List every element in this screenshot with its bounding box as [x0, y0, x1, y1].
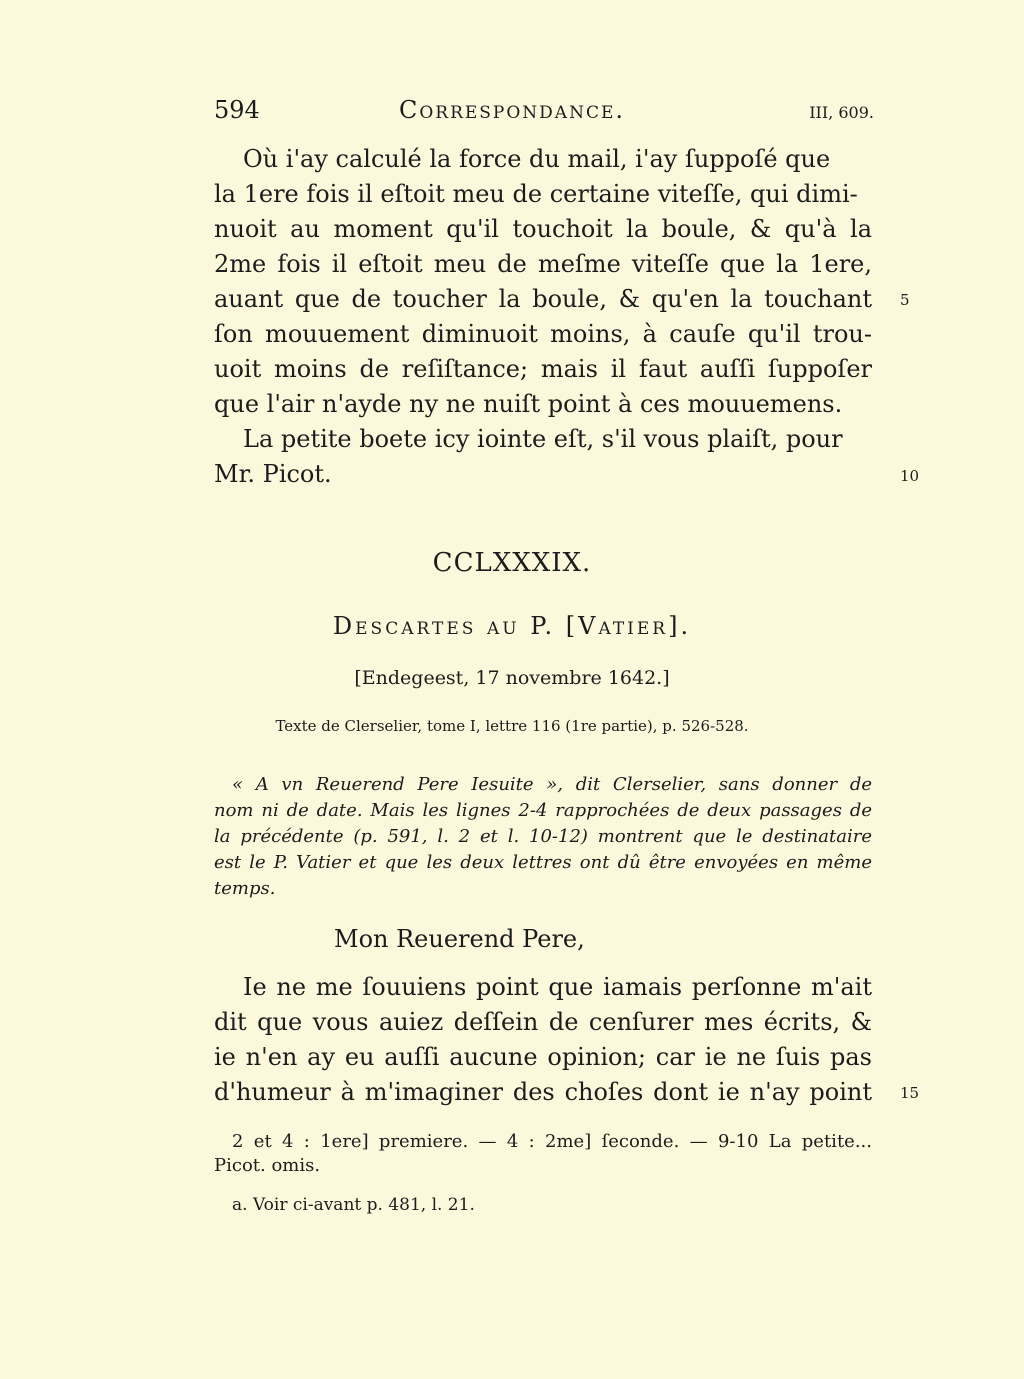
running-title: Correspondance. [398, 96, 626, 124]
editor-note-line-2: nom ni de date. Mais les lignes 2-4 rapprochées de deux passages de [214, 800, 872, 821]
body-line-3: ie n'en ay eu auſſi aucune opinion; car ie ne ſuis pas [214, 1043, 872, 1071]
page-number: 594 [214, 96, 260, 124]
editor-note-line-5: temps. [214, 878, 276, 899]
letter-number: CCLXXXIX. [432, 548, 592, 578]
text-line-3: nuoit au moment qu'il touchoit la boule, & qu'à la [214, 215, 872, 243]
text-line-6: ſon mouuement diminuoit moins, à cauſe qu'il trou- [214, 320, 872, 348]
text-line-7: uoit moins de reſiſtance; mais il faut auſſi ſuppoſer [214, 355, 872, 383]
letter-date-place: [Endegeest, 17 novembre 1642.] [354, 667, 670, 689]
line-number-10: 10 [900, 467, 920, 485]
editor-note-line-3: la précédente (p. 591, l. 2 et l. 10-12) montrent que le destinataire [214, 826, 872, 847]
body-line-4: d'humeur à m'imaginer des choſes dont ie n'ay point [214, 1078, 872, 1106]
variant-line-2: Picot. omis. [214, 1155, 321, 1176]
editor-note-line-1: « A vn Reuerend Pere Iesuite », dit Clerselier, sans donner de [232, 774, 872, 795]
letter-greeting: Mon Reuerend Pere, [334, 925, 585, 953]
body-line-1: Ie ne me ſouuiens point que iamais perſonne m'ait [243, 973, 872, 1001]
letter-addressee: Descartes au P. [Vatier]. [332, 612, 692, 640]
text-line-8: que l'air n'ayde ny ne nuiſt point à ces mouuemens. [214, 390, 843, 418]
line-number-15: 15 [900, 1084, 920, 1102]
volume-reference: III, 609. [809, 103, 874, 122]
text-line-5: auant que de toucher la boule, & qu'en la touchant [214, 285, 872, 313]
text-line-2: la 1ere fois il eſtoit meu de certaine viteſſe, qui dimi- [214, 180, 858, 208]
variant-line-1: 2 et 4 : 1ere] premiere. — 4 : 2me] ſeconde. — 9-10 La petite... [232, 1131, 872, 1152]
editor-note-line-4: est le P. Vatier et que les deux lettres ont dû être envoyées en même [214, 852, 872, 873]
letter-source: Texte de Clerselier, tome I, lettre 116 (1re partie), p. 526-528. [275, 717, 749, 735]
footnote: a. Voir ci-avant p. 481, l. 21. [232, 1195, 475, 1215]
text-line-9: La petite boete icy iointe eſt, s'il vous plaiſt, pour [243, 425, 843, 453]
body-line-2: dit que vous auiez deſſein de cenſurer mes écrits, & [214, 1008, 872, 1036]
text-line-4: 2me fois il eſtoit meu de meſme viteſſe que la 1ere, [214, 250, 872, 278]
line-number-5: 5 [900, 291, 910, 309]
text-line-10: Mr. Picot. [214, 460, 332, 488]
text-line-1: Où i'ay calculé la force du mail, i'ay ſuppoſé que [243, 145, 831, 173]
